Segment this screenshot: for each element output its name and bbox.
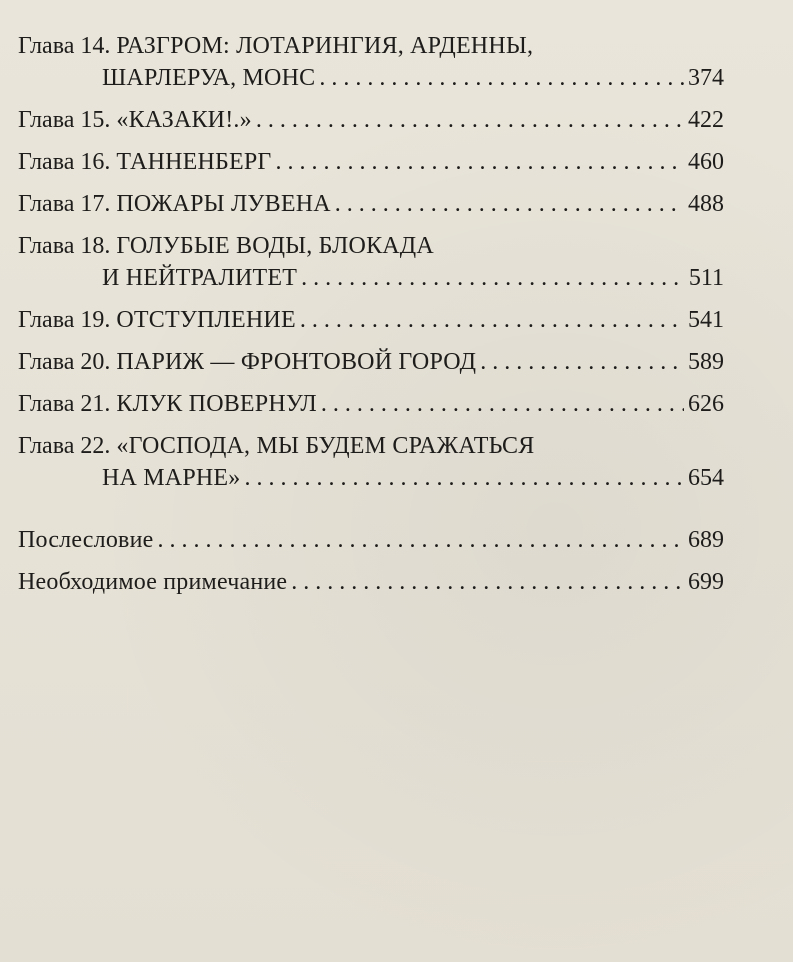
- toc-entry-chapter-21: [18, 388, 724, 420]
- page-number: 654: [688, 465, 724, 491]
- page-number: 699: [688, 569, 724, 595]
- toc-line: [18, 462, 724, 494]
- toc-line: [18, 30, 724, 62]
- chapter-title: «КАЗАКИ!.»: [116, 107, 252, 133]
- dot-leader: [291, 566, 684, 598]
- chapter-title-continued: ШАРЛЕРУА, МОНС: [102, 65, 316, 91]
- table-of-contents: [18, 30, 724, 598]
- dot-leader: [480, 346, 684, 378]
- dot-leader: [319, 62, 684, 94]
- page-number: 374: [688, 65, 724, 91]
- dot-leader: [321, 388, 684, 420]
- chapter-title: ТАННЕНБЕРГ: [116, 149, 272, 175]
- toc-line: [18, 304, 724, 336]
- chapter-label: Глава 15.: [18, 107, 111, 133]
- chapter-title-continued: И НЕЙТРАЛИТЕТ: [102, 265, 298, 291]
- chapter-title: КЛУК ПОВЕРНУЛ: [116, 391, 317, 417]
- page-number: 541: [688, 307, 724, 333]
- page-number: 689: [688, 527, 724, 553]
- page-number: 626: [688, 391, 724, 417]
- toc-entry-chapter-17: [18, 188, 724, 220]
- toc-entry-chapter-20: [18, 346, 724, 378]
- page-number: 460: [688, 149, 724, 175]
- section-title: Послесловие: [18, 527, 154, 553]
- dot-leader: [335, 188, 684, 220]
- dot-leader: [276, 146, 685, 178]
- chapter-title: ПАРИЖ — ФРОНТОВОЙ ГОРОД: [116, 349, 477, 375]
- toc-entry-necessary-note: [18, 566, 724, 598]
- toc-line: [18, 566, 724, 598]
- toc-line: [18, 62, 724, 94]
- chapter-label: Глава 18.: [18, 233, 111, 259]
- chapter-label: Глава 22.: [18, 433, 111, 459]
- chapter-title: ГОЛУБЫЕ ВОДЫ, БЛОКАДА: [116, 233, 434, 259]
- toc-line: [18, 388, 724, 420]
- toc-line: [18, 188, 724, 220]
- toc-line: [18, 104, 724, 136]
- chapter-title-continued: НА МАРНЕ»: [102, 465, 241, 491]
- toc-line: [18, 524, 724, 556]
- toc-entry-chapter-18: [18, 230, 724, 294]
- page-number: 511: [688, 265, 724, 291]
- toc-line: [18, 146, 724, 178]
- toc-line: [18, 346, 724, 378]
- chapter-label: Глава 16.: [18, 149, 111, 175]
- toc-entry-chapter-22: [18, 430, 724, 494]
- chapter-title: «ГОСПОДА, МЫ БУДЕМ СРАЖАТЬСЯ: [116, 433, 535, 459]
- toc-line: [18, 262, 724, 294]
- toc-line: [18, 430, 724, 462]
- dot-leader: [300, 304, 684, 336]
- chapter-label: Глава 21.: [18, 391, 111, 417]
- chapter-label: Глава 19.: [18, 307, 111, 333]
- toc-entry-chapter-19: [18, 304, 724, 336]
- dot-leader: [256, 104, 684, 136]
- toc-entry-afterword: [18, 524, 724, 556]
- dot-leader: [157, 524, 684, 556]
- toc-entry-chapter-16: [18, 146, 724, 178]
- chapter-label: Глава 17.: [18, 191, 111, 217]
- toc-entry-chapter-14: [18, 30, 724, 94]
- dot-leader: [244, 462, 684, 494]
- dot-leader: [301, 262, 685, 294]
- toc-line: [18, 230, 724, 262]
- chapter-label: Глава 20.: [18, 349, 111, 375]
- toc-entry-chapter-15: [18, 104, 724, 136]
- chapter-title: ОТСТУПЛЕНИЕ: [116, 307, 296, 333]
- page-number: 488: [688, 191, 724, 217]
- chapter-title: РАЗГРОМ: ЛОТАРИНГИЯ, АРДЕННЫ,: [116, 33, 534, 59]
- page-number: 589: [688, 349, 724, 375]
- section-title: Необходимое примечание: [18, 569, 288, 595]
- chapter-title: ПОЖАРЫ ЛУВЕНА: [116, 191, 331, 217]
- page-number: 422: [688, 107, 724, 133]
- chapter-label: Глава 14.: [18, 33, 111, 59]
